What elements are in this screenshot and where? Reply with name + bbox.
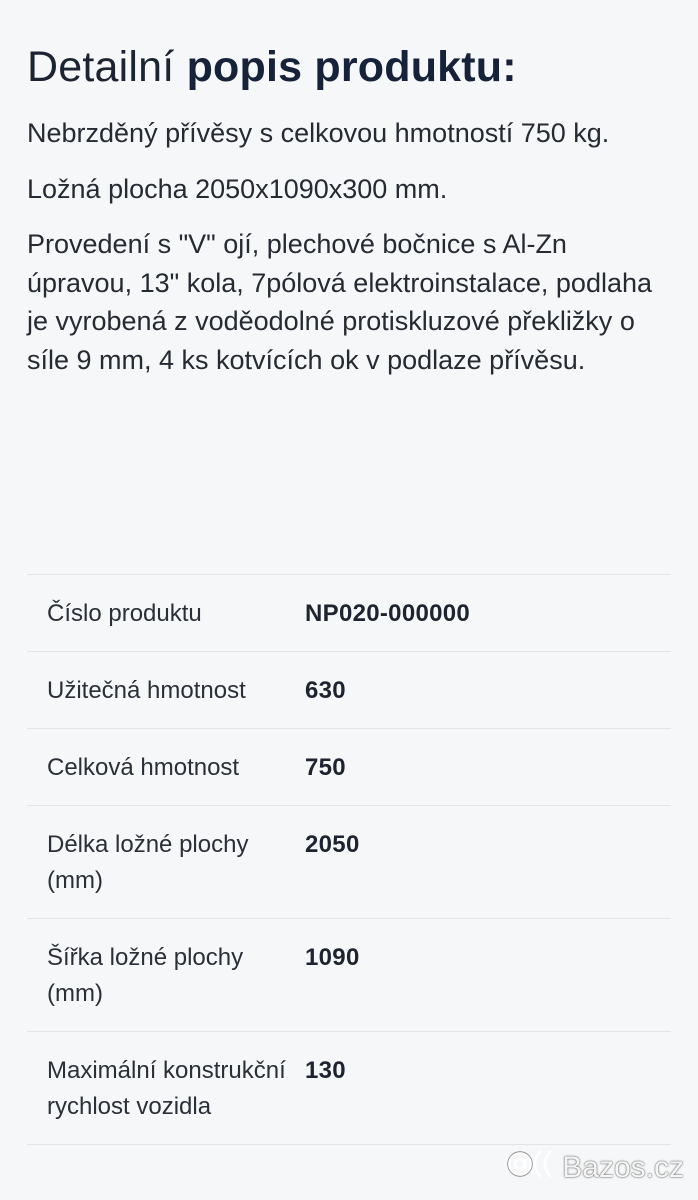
specs-row: [27, 575, 671, 652]
spec-value: 630: [305, 677, 346, 704]
spec-value: 1090: [305, 944, 360, 971]
spec-label: Číslo produktu: [47, 600, 202, 627]
page-title-light: Detailní: [27, 43, 175, 91]
description-paragraph: Nebrzděný přívěsy s celkovou hmotností 750 kg.: [27, 118, 610, 148]
bazos-logo-icon: [506, 1146, 556, 1190]
specs-row: [27, 652, 671, 729]
page-title: [27, 0, 671, 94]
spec-value: 130: [305, 1057, 346, 1084]
spec-value: 750: [305, 754, 346, 781]
specs-row: [27, 919, 671, 1032]
product-description: [27, 114, 671, 379]
spec-label: Šířka ložné plochy (mm): [47, 944, 244, 1007]
watermark-text: Bazos.cz: [562, 1151, 684, 1184]
spec-value: NP020-000000: [305, 600, 471, 627]
page-title-bold: popis produktu:: [186, 43, 517, 91]
specs-row: [27, 806, 671, 919]
specs-table: [27, 574, 671, 1145]
specs-row: [27, 729, 671, 806]
spec-label: Celková hmotnost: [47, 754, 240, 781]
bazos-watermark: [506, 1146, 684, 1190]
spec-label: Maximální konstrukční rychlost vozidla: [47, 1057, 286, 1120]
spec-label: Délka ložné plochy (mm): [47, 831, 249, 894]
spec-value: 2050: [305, 831, 360, 858]
description-paragraph: Provedení s "V" ojí, plechové bočnice s Al-Zn úpravou, 13" kola, 7pólová elektroinstalace, podlaha je vyrobená z voděodolné protiskluzové překližky o síle 9 mm, 4 ks kotvících ok v podlaze přívěsu.: [27, 229, 653, 375]
spec-label: Užitečná hmotnost: [47, 677, 246, 704]
description-paragraph: Ložná plocha 2050x1090x300 mm.: [27, 173, 448, 204]
specs-row: [27, 1032, 671, 1145]
